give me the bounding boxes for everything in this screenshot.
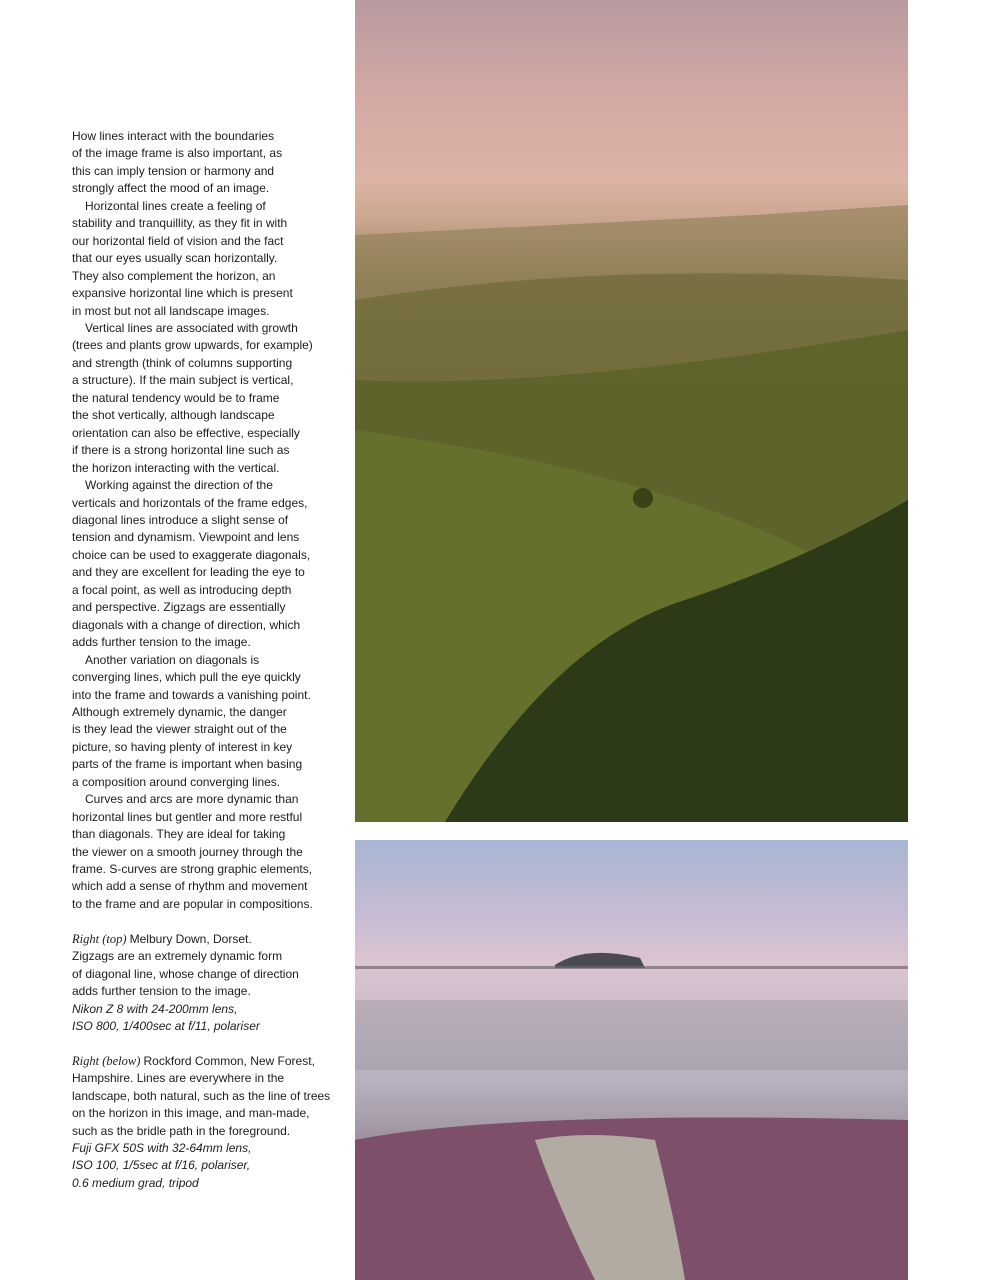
body-line: to the frame and are popular in compositions. [72,896,313,911]
caption-below-photo [72,1053,342,1192]
body-line: adds further tension to the image. [72,635,251,650]
caption-lead: Right (top) [72,932,130,946]
body-line: expansive horizontal line which is present [72,286,293,301]
hills-illustration [355,0,908,822]
caption-lead: Right (below) [72,1054,144,1068]
body-text [72,128,340,913]
caption-top-photo [72,931,342,1035]
caption-text: Melbury Down, Dorset. [129,932,252,946]
body-line: this can imply tension or harmony and [72,163,275,178]
body-line: and strength (think of columns supporting [72,355,293,370]
caption-line: Zigzags are an extremely dynamic form [72,949,283,964]
body-line: is they lead the viewer straight out of the [72,722,287,737]
caption-line: of diagonal line, whose change of direction [72,966,299,981]
body-line: (trees and plants grow upwards, for example) [72,338,313,353]
caption-line [72,1053,342,1070]
photo-rockford-common [355,840,908,1280]
body-line: Vertical lines are associated with growth [85,320,298,335]
body-line: tension and dynamism. Viewpoint and lens [72,530,300,545]
body-line: and they are excellent for leading the eye to [72,565,305,580]
caption-line: such as the bridle path in the foreground. [72,1123,291,1138]
body-line: the natural tendency would be to frame [72,390,280,405]
body-line: How lines interact with the boundaries [72,129,275,143]
body-line: Working against the direction of the [85,478,273,493]
caption-tech-line: ISO 800, 1/400sec at f/11, polariser [72,1019,260,1034]
body-line: the shot vertically, although landscape [72,408,275,423]
body-line: a structure). If the main subject is vertical, [72,373,294,388]
body-line: which add a sense of rhythm and movement [72,879,308,894]
body-line: diagonals with a change of direction, which [72,617,301,632]
body-line: frame. S-curves are strong graphic elements, [72,862,313,877]
body-line: diagonal lines introduce a slight sense of [72,512,289,527]
body-line: orientation can also be effective, especially [72,425,300,440]
caption-line: on the horizon in this image, and man-made, [72,1106,310,1121]
body-line: parts of the frame is important when basing [72,757,303,772]
body-line: if there is a strong horizontal line such as [72,443,290,458]
body-line: than diagonals. They are ideal for taking [72,827,286,842]
heath-illustration [355,840,908,1280]
body-line: the viewer on a smooth journey through the [72,844,303,859]
body-line: horizontal lines but gentler and more restful [72,809,303,824]
caption-tech-line: Fuji GFX 50S with 32-64mm lens, [72,1141,252,1156]
body-line: and perspective. Zigzags are essentially [72,600,286,615]
body-line: a focal point, as well as introducing depth [72,582,292,597]
body-line: Curves and arcs are more dynamic than [85,792,299,807]
body-line: Horizontal lines create a feeling of [85,198,266,213]
body-line: picture, so having plenty of interest in key [72,739,293,754]
body-line: Another variation on diagonals is [85,652,260,667]
body-line: into the frame and towards a vanishing point. [72,687,311,702]
body-line: Although extremely dynamic, the danger [72,704,287,719]
body-line: our horizontal field of vision and the fact [72,233,284,248]
body-line: a composition around converging lines. [72,774,281,789]
caption-tech-line: 0.6 medium grad, tripod [72,1175,199,1190]
body-line: strongly affect the mood of an image. [72,181,270,196]
body-line: They also complement the horizon, an [72,268,276,283]
caption-text: Rockford Common, New Forest, [143,1054,315,1068]
body-line: converging lines, which pull the eye quickly [72,670,301,685]
body-line: in most but not all landscape images. [72,303,270,318]
caption-tech-line: ISO 100, 1/5sec at f/16, polariser, [72,1158,251,1173]
body-line: of the image frame is also important, as [72,146,283,161]
photo-melbury-down [355,0,908,822]
caption-tech-line: Nikon Z 8 with 24-200mm lens, [72,1001,238,1016]
caption-line: landscape, both natural, such as the line of trees [72,1088,331,1103]
caption-line [72,931,342,948]
body-line: the horizon interacting with the vertical. [72,460,280,475]
body-line: stability and tranquillity, as they fit in with [72,216,288,231]
body-line: that our eyes usually scan horizontally. [72,251,278,266]
body-line: verticals and horizontals of the frame edges, [72,495,308,510]
caption-line: Hampshire. Lines are everywhere in the [72,1071,285,1086]
body-line: choice can be used to exaggerate diagonals, [72,547,311,562]
caption-line: adds further tension to the image. [72,984,251,999]
